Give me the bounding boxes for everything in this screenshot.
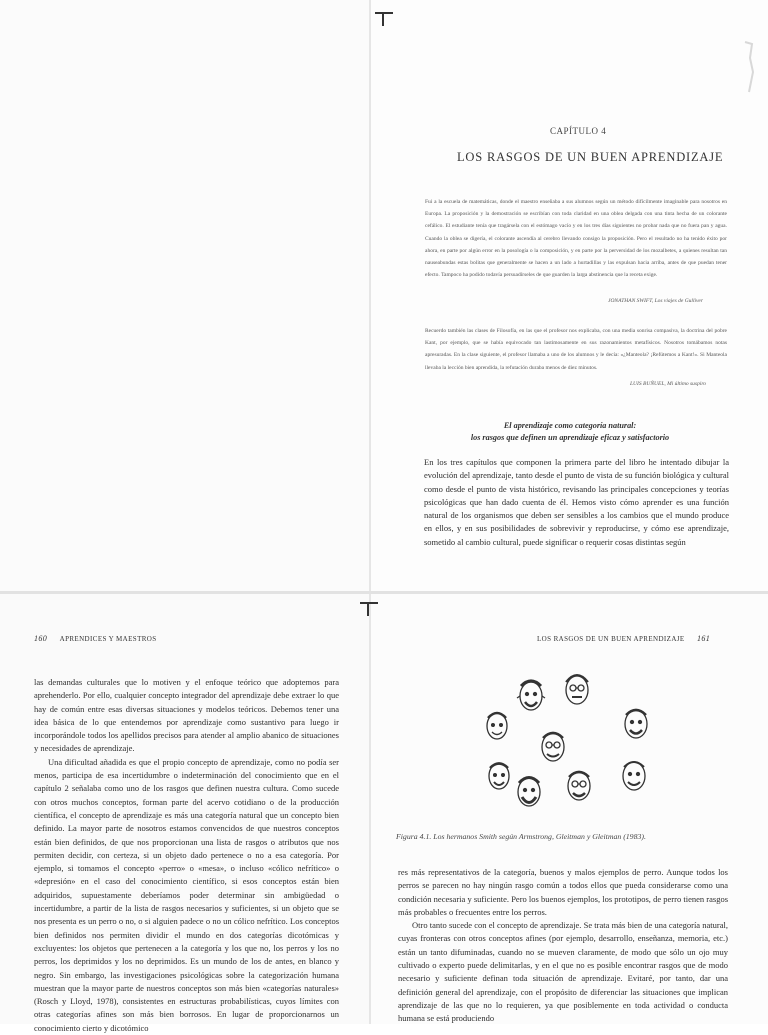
paragraph: Una dificultad añadida es que el propio concepto de aprendizaje, como no podía ser menos, participa de esa incertidumbre o indeterminación del conocimiento que en el capítulo 2 señalaba como uno de los rasgos que definen nuestra cultura. Como sucede con otros muchos conceptos, forman parte del acervo cotidiano o de la producción científica, el concepto de aprendizaje es más una categoría natural que un concepto bien definido. La mayor parte de nosotros estamos convencidos de que nuestros conceptos están bien definidos, de que nos proporcionan una lista de rasgos o atributos que nos permiten decidir, con certeza, si un objeto dado pertenece o no a esa categoría. Por ejemplo, si tomamos el concepto «perro» o «mesa», o incluso «cólico nefrítico» o «depresión» en el caso del conocimiento científico, si esos conceptos están bien adquiridos, supuestamente deberíamos poder determinar sin ambigüedad o incertidumbre, a partir de la lista de rasgos necesarios y suficientes, si un objeto que se nos presenta es un perro o no, o si alguien padece o no un cólico nefrítico. Los conceptos bien definidos nos permiten dividir el mundo en dos categorías dicotómicas y excluyentes: los objetos que pertenecen a la categoría y los que no, los perros y los no perros, los deprimidos y los no deprimidos. Es un mundo de los de antes, en blanco y negro. Sin embargo, las investigaciones psicológicas sobre la categorización humana muestran que la mayor parte de nuestros conceptos son más bien «categorías naturales» (Rosch y Lloyd, 1978), consistentes en estructuras probabilísticas, cuyos límites con otras categorías afines son más bien borrosos. En lugar de proporcionarnos un conocimiento cierto y dicotómico xyxy=(34,756,339,1033)
face-2 xyxy=(566,675,588,704)
page-number: 161 xyxy=(696,634,711,643)
running-title: LOS RASGOS DE UN BUEN APRENDIZAJE xyxy=(537,635,685,643)
epigraph-bunuel-attribution: LUIS BUÑUEL, Mi último suspiro xyxy=(630,381,707,387)
page-160-text xyxy=(34,676,339,1033)
epigraph-swift: Fui a la escuela de matemáticas, donde el maestro enseñaba a sus alumnos según un método difícilmente imaginable para nosotros en Europa. La proposición y la demostración se escribían con toda claridad en una oblea delgada con una tinta hecha de un colorante cefálico. El estudiante tenía que tragársela con el estómago vacío y en los tres días siguientes no probar nada que no fuera pan y agua. Cuando la oblea se digería, el colorante ascendía al cerebro llevando consigo la proposición. Pero el resultado no ha tenido éxito por ahora, en parte por algún error en la posología o la composición, y en parte por la perversidad de los mozalbetes, a quienes resultan tan nauseabundas estas bolitas que generalmente se hacen a un lado a hurtadillas y las expulsan hacia arriba, antes de que puedan tener efecto. Tampoco ha podido todavía persuadírseles de que guarden la larga abstinencia que la receta exige. xyxy=(425,199,727,279)
face-7 xyxy=(518,778,540,807)
chapter-number: CAPÍTULO 4 xyxy=(550,126,607,136)
scan-seam xyxy=(0,591,768,594)
crop-mark xyxy=(375,12,393,26)
epigraph-bunuel: Recuerdo también las clases de Filosofía, en las que el profesor nos explicaba, con una media sonrisa compasiva, la doctrina del pobre Kant, por ejemplo, que se había equivocado tan lastimosamente en sus razonamientos metafísicos. Nosotros tomábamos notas apresuradas. En la clase siguiente, el profesor llamaba a uno de los alumnos y le decía: «¿Manteola? ¡Refútemos a Kant!». Si Manteola llevaba la lección bien aprendida, la refutación duraba menos de diez minutos. xyxy=(425,328,727,371)
page-edge-smudge xyxy=(742,38,756,96)
page-number: 160 xyxy=(34,634,48,643)
face-5 xyxy=(542,733,564,761)
section-heading xyxy=(420,420,720,444)
section-heading-line1: El aprendizaje como categoría natural: xyxy=(503,421,637,430)
face-3 xyxy=(487,713,507,739)
face-8 xyxy=(568,772,590,800)
page-header-160 xyxy=(34,634,157,643)
chapter-title: LOS RASGOS DE UN BUEN APRENDIZAJE xyxy=(457,150,724,164)
smith-brothers-faces-figure xyxy=(474,664,678,822)
running-title: APRENDICES Y MAESTROS xyxy=(59,635,157,643)
crop-mark xyxy=(360,602,378,616)
paragraph: las demandas culturales que lo motiven y el enfoque teórico que adoptemos para aprehenderlo. Por ello, cualquier concepto integrador del aprendizaje debe extraer lo que hay de común entre esas diversas situaciones y modelos teóricos. Debemos tener una idea básica de lo que entendemos por aprendizaje como sustantivo para luego ir incorporándole todos los apellidos precisos para atender al amplio abanico de situaciones y necesidades de aprendizaje. xyxy=(34,677,339,754)
paragraph: Otro tanto sucede con el concepto de aprendizaje. Se trata más bien de una categoría natural, cuyas fronteras con otros conceptos afines (por ejemplo, desarrollo, enseñanza, memoria, etc.) están un tanto difuminadas, cuando no se mueven claramente, de modo que sólo un ojo muy cultivado o experto puede delimitarlas, y en el que no es posible encontrar rasgos que de modo necesario y suficiente definan toda situación de aprendizaje. Evitaré, por tanto, dar una definición general del aprendizaje, con el propósito de diferenciar las situaciones que implican aprendizaje de las que no lo requieren, ya que posiblemente en toda actividad o conducta humana se está produciendo xyxy=(398,920,728,1024)
page-header-161 xyxy=(537,634,710,643)
blank-left-page xyxy=(0,0,370,592)
page-161-text xyxy=(398,866,728,1022)
face-4 xyxy=(625,710,647,738)
face-1 xyxy=(517,681,545,710)
epigraph-swift-attribution: JONATHAN SWIFT, Los viajes de Gulliver xyxy=(608,298,704,304)
section-heading-line2: los rasgos que definen un aprendizaje eficaz y satisfactorio xyxy=(470,433,670,442)
opening-paragraph: En los tres capítulos que componen la primera parte del libro he intentado dibujar la evolución del aprendizaje, tanto desde el punto de vista de su función biológica y cultural como desde el punto de vista histórico, revisando las principales concepciones y teorías psicológicas que han dado cuenta de él. Hemos visto cómo aprender es una función natural de los organismos que deben ser sensibles a los cambios que el mundo produce en ellos, y en sus posibilidades de sobrevivir y reproducirse, y cómo ese aprendizaje, sometido al cambio cultural, puede significar o requerir cosas distintas según xyxy=(424,457,729,547)
book-gutter xyxy=(369,0,371,1024)
paragraph: res más representativos de la categoría, buenos y malos ejemplos de perro. Aunque todos los perros se parecen no hay ningún rasgo común a todos ellos que pueda considerarse como una condición necesaria y suficiente. Pero los buenos ejemplos, los prototipos, de perro tienen rasgos más probables o frecuentes entre los perros. xyxy=(398,867,728,917)
figure-caption: Figura 4.1. Los hermanos Smith según Armstrong, Gleitman y Gleitman (1983). xyxy=(396,832,646,841)
face-9 xyxy=(623,762,645,790)
face-6 xyxy=(489,763,509,789)
